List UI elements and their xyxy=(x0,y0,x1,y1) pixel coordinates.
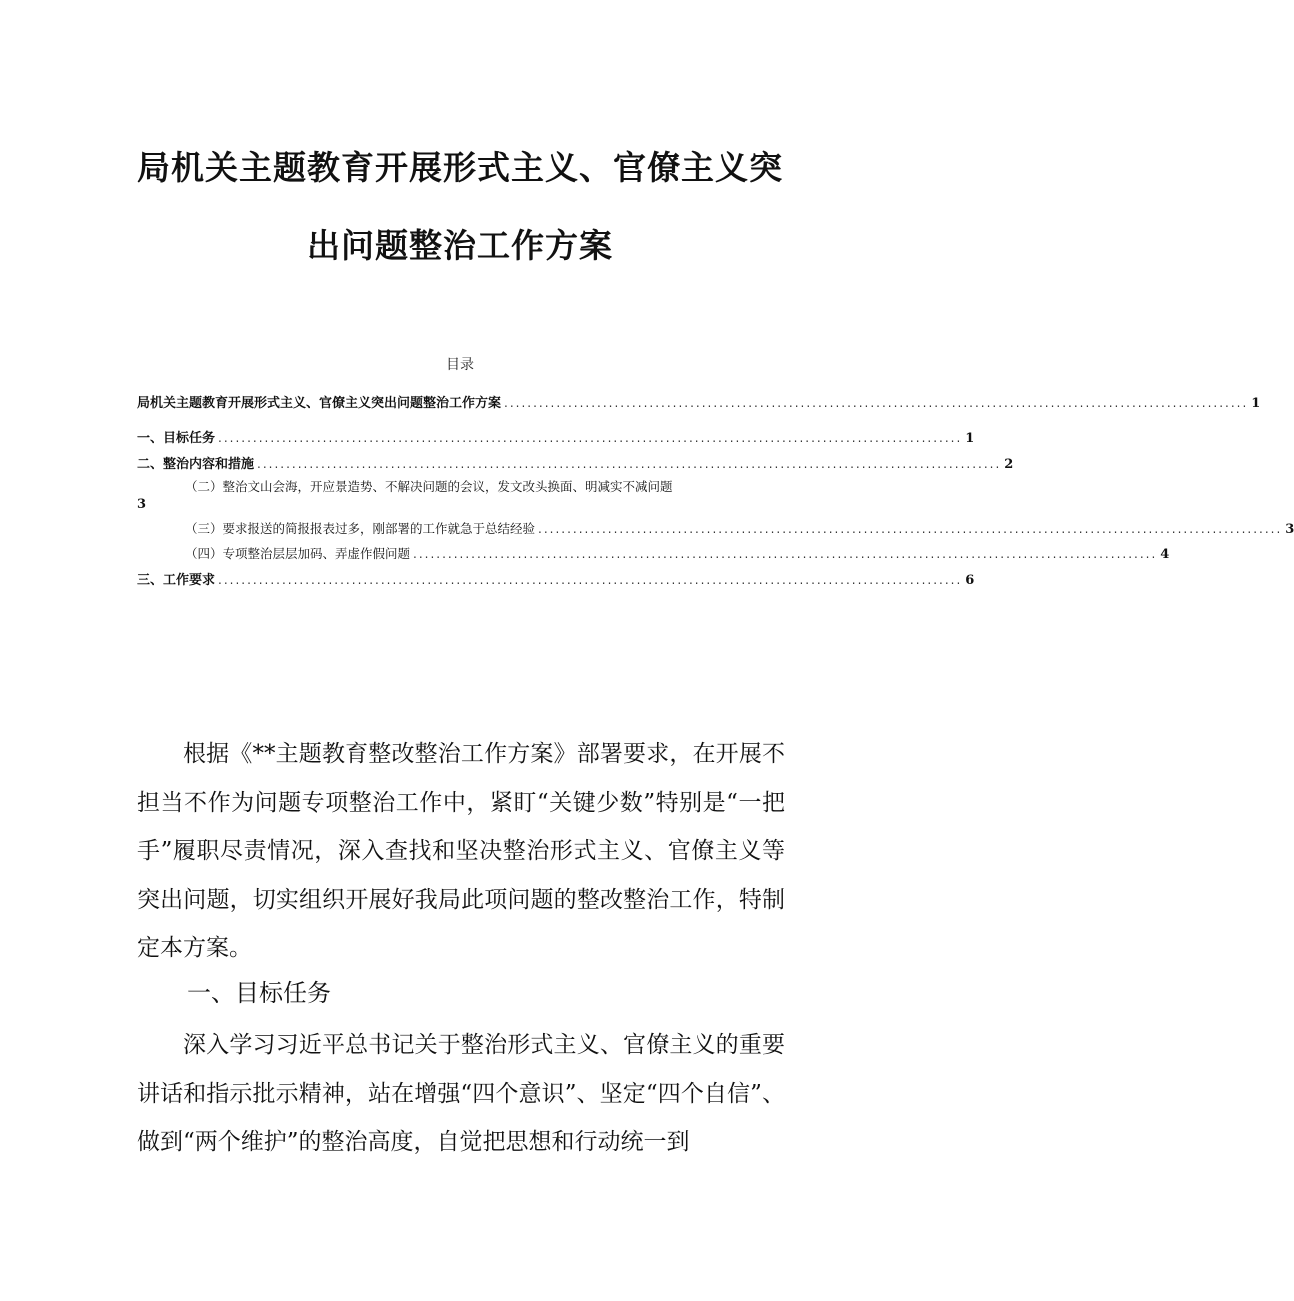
toc-entry-page: 2 xyxy=(1004,457,1014,472)
toc-entry-label: 一、目标任务 xyxy=(137,431,216,446)
toc-entry-label: （二）整治文山会海，开应景造势、不解决问题的会议，发文改头换面、明减实不减问题 xyxy=(185,479,673,494)
toc-heading: 目录 xyxy=(446,357,474,373)
toc-entry[interactable] xyxy=(137,569,975,588)
title-line-1: 局机关主题教育开展形式主义、官僚主义突 xyxy=(137,148,783,187)
toc-leader-dots: ................................................................................................................................ xyxy=(413,547,1158,561)
toc-entry-page: 1 xyxy=(965,431,975,446)
toc-leader-dots: ................................................................................................................................ xyxy=(218,431,963,445)
toc-entry-label: 三、工作要求 xyxy=(137,573,216,588)
toc-entry[interactable] xyxy=(137,427,975,446)
toc-entry-page: 1 xyxy=(1251,396,1261,411)
toc-entry-page: 3 xyxy=(1285,522,1294,537)
toc-leader-dots: ................................................................................................................................ xyxy=(538,522,1283,536)
intro-paragraph: 根据《**主题教育整改整治工作方案》部署要求，在开展不担当不作为问题专项整治工作中，紧盯“关键少数”特别是“一把手”履职尽责情况，深入查找和坚决整治形式主义、官僚主义等突出问题，切实组织开展好我局此项问题的整改整治工作，特制定本方案。 xyxy=(137,741,785,961)
toc-entry[interactable] xyxy=(137,544,1170,562)
toc-leader-dots: ................................................................................................................................ xyxy=(504,396,1249,410)
toc-entry[interactable] xyxy=(137,519,1294,537)
toc-entry-page: 4 xyxy=(1160,547,1170,562)
toc-entry-label: 局机关主题教育开展形式主义、官僚主义突出问题整治工作方案 xyxy=(137,396,502,411)
toc-leader-dots: ................................................................................................................................ xyxy=(257,457,1002,471)
toc-entry-label: （三）要求报送的简报报表过多，刚部署的工作就急于总结经验 xyxy=(185,521,536,536)
toc-leader-dots: ................................................................................................................................ xyxy=(218,573,963,587)
toc-entry[interactable] xyxy=(137,453,1014,472)
toc-entry-page: 3 xyxy=(137,497,147,512)
section-heading: 一、目标任务 xyxy=(187,979,331,1007)
toc-entry-label: 二、整治内容和措施 xyxy=(137,457,255,472)
toc-entry-label: （四）专项整治层层加码、弄虚作假问题 xyxy=(185,546,411,561)
toc-entry[interactable] xyxy=(137,392,1261,411)
section-paragraph: 深入学习习近平总书记关于整治形式主义、官僚主义的重要讲话和指示批示精神，站在增强“四个意识”、坚定“四个自信”、做到“两个维护”的整治高度，自觉把思想和行动统一到 xyxy=(137,1032,785,1155)
toc-entry[interactable] xyxy=(137,477,782,495)
toc-entry-page: 6 xyxy=(965,573,975,588)
title-line-2: 出问题整治工作方案 xyxy=(307,226,613,265)
